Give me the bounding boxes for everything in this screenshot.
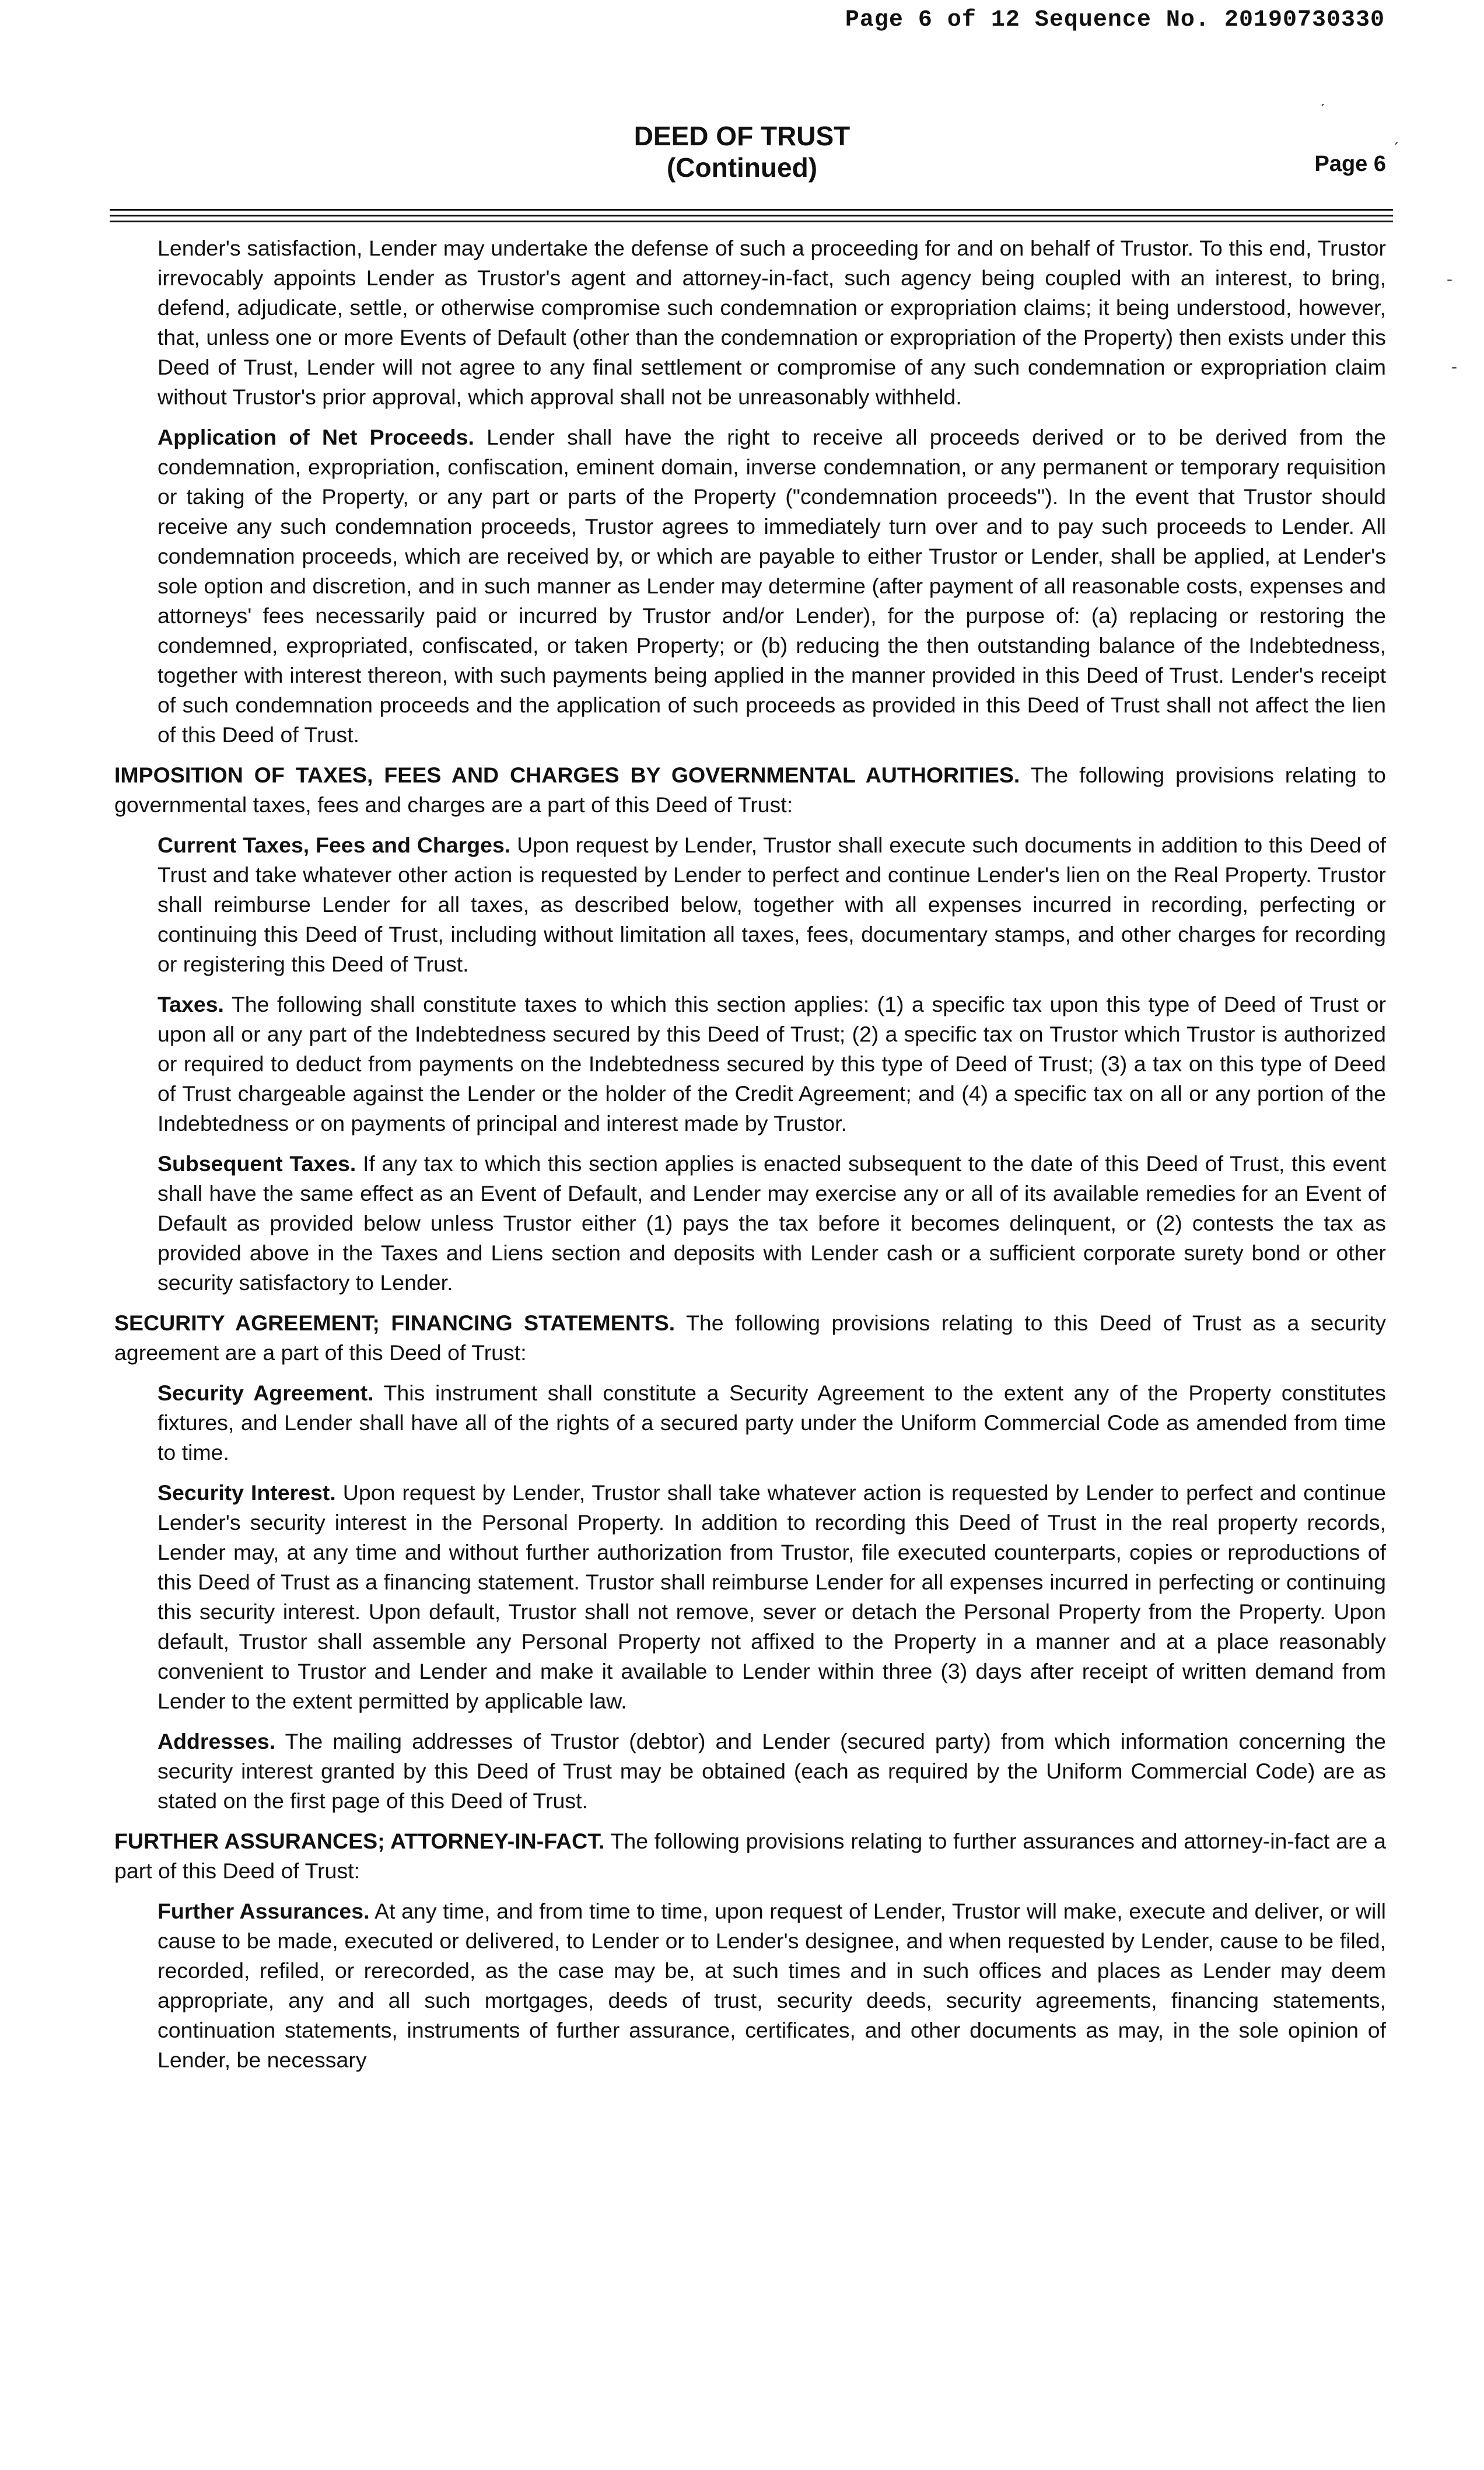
paragraph-heading: Current Taxes, Fees and Charges. — [158, 833, 511, 857]
scan-mark: - — [1451, 357, 1457, 376]
title-line-1: DEED OF TRUST — [634, 121, 850, 151]
section-text: The following provisions relating to this Deed of Trust as a security agreement are a part of this Deed of Trust: — [114, 1311, 1386, 1365]
section-heading: FURTHER ASSURANCES; ATTORNEY-IN-FACT. — [114, 1829, 605, 1853]
paragraph-application-of-net-proceeds — [158, 422, 1386, 750]
paragraph-text: At any time, and from time to time, upon request of Lender, Trustor will make, execute and deliver, or will cause to be made, executed or delivered, to Lender or to Lender's designee, and when requested by Lender, cause to be filed, recorded, refiled, or rerecorded, as the case may be, at such times and in such offices and places as Lender may deem appropriate, any and all such mortgages, deeds of trust, security deeds, security agreements, financing statements, continuation statements, instruments of further assurance, certificates, and other documents as may, in the sole opinion of Lender, be necessary — [158, 1899, 1386, 2072]
section-imposition-of-taxes — [114, 760, 1386, 820]
paragraph-heading: Security Interest. — [158, 1480, 336, 1505]
paragraph-heading: Subsequent Taxes. — [158, 1151, 356, 1176]
paragraph-security-interest — [158, 1478, 1386, 1716]
scan-mark: ˏ — [1320, 88, 1325, 107]
paragraph-security-agreement — [158, 1378, 1386, 1468]
paragraph-heading: Application of Net Proceeds. — [158, 425, 474, 449]
paragraph-condemnation-defense — [158, 233, 1386, 412]
paragraph-heading: Addresses. — [158, 1729, 276, 1753]
paragraph-further-assurances — [158, 1896, 1386, 2075]
paragraph-text: Lender shall have the right to receive all proceeds derived or to be derived from the condemnation, expropriation, confiscation, eminent domain, inverse condemnation, or any permanent or temporary requisition or taking of the Property, or any part or parts of the Property ("condemnation proceeds"). In the event that Trustor should receive any such condemnation proceeds, Trustor agrees to immediately turn over and to pay such proceeds to Lender. All condemnation proceeds, which are received by, or which are payable to either Trustor or Lender, shall be applied, at Lender's sole option and discretion, and in such manner as Lender may determine (after payment of all reasonable costs, expenses and attorneys' fees necessarily paid or incurred by Trustor and/or Lender), for the purpose of: (a) replacing or restoring the condemned, expropriated, confiscated, or taken Property; or (b) reducing the then outstanding balance of the Indebtedness, together with interest thereon, with such payments being applied in the manner provided in this Deed of Trust. Lender's receipt of such condemnation proceeds and the application of such proceeds as provided in this Deed of Trust shall not affect the lien of this Deed of Trust. — [158, 425, 1386, 747]
document-title — [0, 120, 1484, 183]
paragraph-text: Upon request by Lender, Trustor shall take whatever action is requested by Lender to perfect and continue Lender's security interest in the Personal Property. In addition to recording this Deed of Trust in the real property records, Lender may, at any time and without further authorization from Trustor, file executed counterparts, copies or reproductions of this Deed of Trust as a financing statement. Trustor shall reimburse Lender for all expenses incurred in perfecting or continuing this security interest. Upon default, Trustor shall not remove, sever or detach the Personal Property from the Property. Upon default, Trustor shall assemble any Personal Property not affixed to the Property in a manner and at a place reasonably convenient to Trustor and Lender and make it available to Lender within three (3) days after receipt of written demand from Lender to the extent permitted by applicable law. — [158, 1480, 1386, 1713]
paragraph-current-taxes — [158, 830, 1386, 979]
paragraph-taxes — [158, 990, 1386, 1138]
paragraph-heading: Taxes. — [158, 992, 224, 1016]
scan-mark: - — [1447, 270, 1452, 289]
paragraph-text: Upon request by Lender, Trustor shall execute such documents in addition to this Deed of Trust and take whatever other action is requested by Lender to perfect and continue Lender's lien on the Real Property. Trustor shall reimburse Lender for all taxes, as described below, together with all expenses incurred in recording, perfecting or continuing this Deed of Trust, including without limitation all taxes, fees, documentary stamps, and other charges for recording or registering this Deed of Trust. — [158, 833, 1386, 976]
title-line-2: (Continued) — [666, 152, 818, 183]
paragraph-heading: Security Agreement. — [158, 1381, 374, 1405]
paragraph-text: This instrument shall constitute a Security Agreement to the extent any of the Property constitutes fixtures, and Lender shall have all of the rights of a secured party under the Uniform Commercial Code as amended from time to time. — [158, 1381, 1387, 1465]
sequence-header: Page 6 of 12 Sequence No. 20190730330 — [845, 7, 1385, 33]
header-rule-1 — [110, 209, 1393, 211]
paragraph-subsequent-taxes — [158, 1149, 1386, 1298]
section-further-assurances — [114, 1826, 1386, 1886]
paragraph-heading: Further Assurances. — [158, 1899, 370, 1923]
scan-mark: ˏ — [1393, 126, 1399, 145]
page-label: Page 6 — [1314, 152, 1386, 176]
section-text: The following provisions relating to further assurances and attorney-in-fact are a part of this Deed of Trust: — [114, 1829, 1386, 1883]
header-rule-2 — [110, 215, 1393, 216]
paragraph-addresses — [158, 1727, 1386, 1816]
paragraph-text: The mailing addresses of Trustor (debtor) and Lender (secured party) from which information concerning the security interest granted by this Deed of Trust may be obtained (each as required by the Uniform Commercial Code) are as stated on the first page of this Deed of Trust. — [158, 1729, 1386, 1813]
section-security-agreement — [114, 1308, 1386, 1368]
section-heading: IMPOSITION OF TAXES, FEES AND CHARGES BY GOVERNMENTAL AUTHORITIES. — [114, 763, 1020, 787]
header-rule-3 — [110, 221, 1393, 222]
section-heading: SECURITY AGREEMENT; FINANCING STATEMENTS. — [114, 1311, 676, 1335]
paragraph-text: If any tax to which this section applies is enacted subsequent to the date of this Deed of Trust, this event shall have the same effect as an Event of Default, and Lender may exercise any or all of its available remedies for an Event of Default as provided below unless Trustor either (1) pays the tax before it becomes delinquent, or (2) contests the tax as provided above in the Taxes and Liens section and deposits with Lender cash or a sufficient corporate surety bond or other security satisfactory to Lender. — [158, 1151, 1386, 1295]
document-body — [114, 233, 1386, 2085]
section-text: The following provisions relating to governmental taxes, fees and charges are a part of this Deed of Trust: — [114, 763, 1386, 817]
paragraph-text: Lender's satisfaction, Lender may undertake the defense of such a proceeding for and on behalf of Trustor. To this end, Trustor irrevocably appoints Lender as Trustor's agent and attorney-in-fact, such agency being coupled with an interest, to bring, defend, adjudicate, settle, or otherwise compromise such condemnation or expropriation claims; it being understood, however, that, unless one or more Events of Default (other than the condemnation or expropriation of the Property) then exists under this Deed of Trust, Lender will not agree to any final settlement or compromise of any such condemnation or expropriation claim without Trustor's prior approval, which approval shall not be unreasonably withheld. — [158, 236, 1386, 409]
paragraph-text: The following shall constitute taxes to which this section applies: (1) a specific tax upon this type of Deed of Trust or upon all or any part of the Indebtedness secured by this Deed of Trust; (2) a specific tax on Trustor which Trustor is authorized or required to deduct from payments on the Indebtedness secured by this type of Deed of Trust; (3) a tax on this type of Deed of Trust chargeable against the Lender or the holder of the Credit Agreement; and (4) a specific tax on all or any portion of the Indebtedness or on payments of principal and interest made by Trustor. — [158, 992, 1386, 1136]
